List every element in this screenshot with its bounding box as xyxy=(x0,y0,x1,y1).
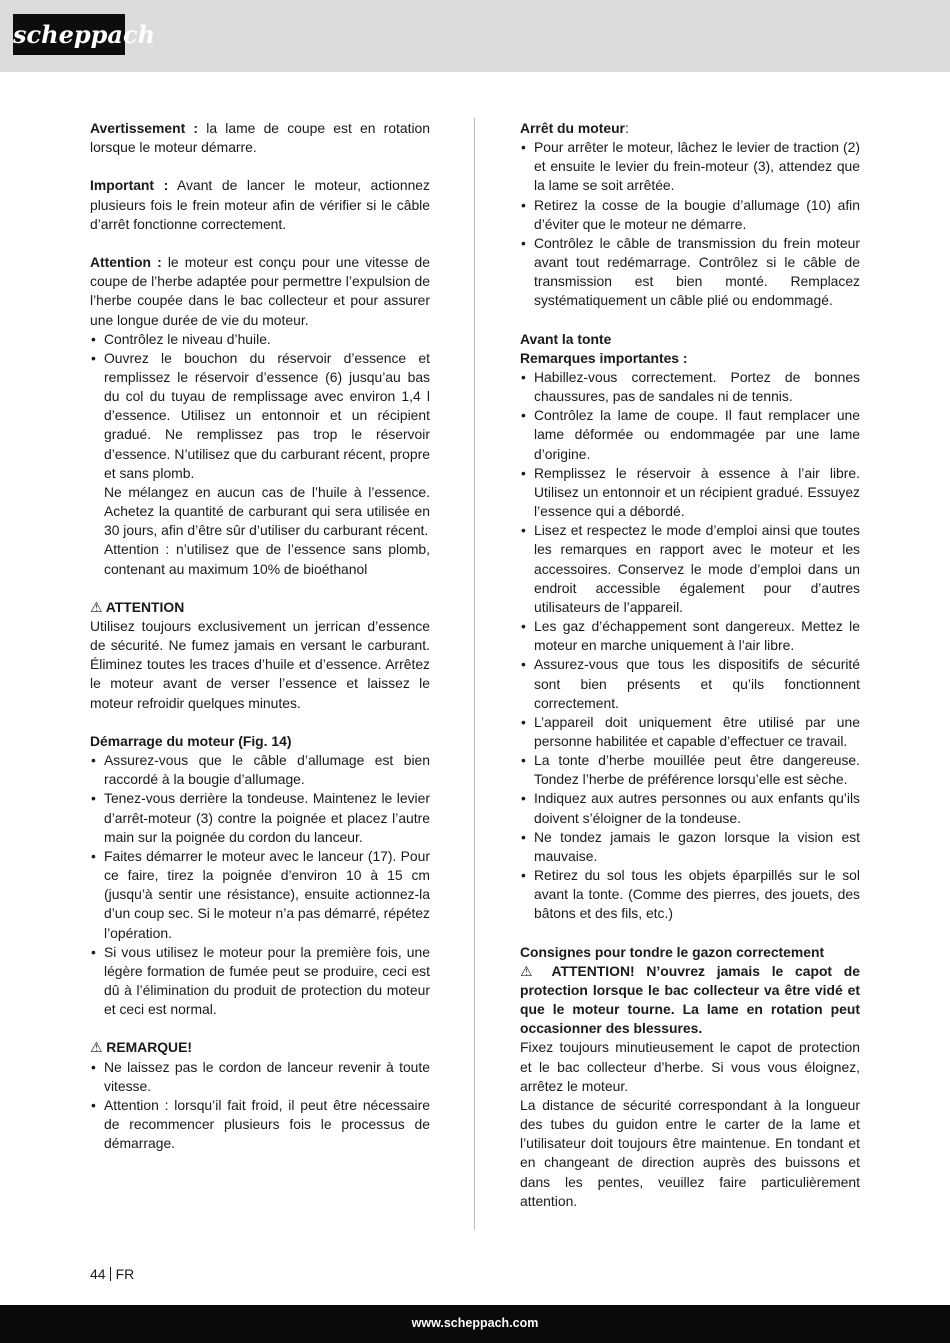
list-item: • Attention : lorsqu’il fait froid, il peut être nécessaire de recommencer plusieurs fois le processus de démarrage. xyxy=(90,1096,430,1153)
list-item: • Ouvrez le bouchon du réservoir d’essence et remplissez le réservoir d’essence (6) jusqu’au bas du col du tuyau de remplissage avec environ 1,4 l d’essence. Utilisez un entonnoir et un récipient gradué. Ne remplissez pas trop le réservoir d’essence. N’utilisez que du carburant récent, propre et sans plomb. xyxy=(90,349,430,483)
list-item: • Pour arrêter le moteur, lâchez le levier de traction (2) et ensuite le levier du frein-moteur (3), attendez que la lame se soit arrêtée. xyxy=(520,138,860,195)
remark-heading-text: ⚠ REMARQUE! xyxy=(90,1039,192,1056)
section-heading xyxy=(90,732,430,751)
attention-heading-text: ⚠ ATTENTION xyxy=(90,598,185,615)
list-item: • Retirez du sol tous les objets éparpillés sur le sol avant la tonte. (Comme des pierres, des jouets, des bâtons et des fils, etc.) xyxy=(520,866,860,923)
section-heading xyxy=(520,119,860,138)
list-item: • Ne tondez jamais le gazon lorsque la vision est mauvaise. xyxy=(520,828,860,866)
language-code: FR xyxy=(115,1266,135,1282)
important-paragraph xyxy=(90,176,430,233)
list-item: • La tonte d’herbe mouillée peut être dangereuse. Tondez l’herbe de préférence lorsqu’elle est sèche. xyxy=(520,751,860,789)
attention-label: Attention : xyxy=(90,254,162,271)
warning-label: Avertissement : xyxy=(90,120,199,136)
stop-heading-colon: : xyxy=(624,120,629,136)
stop-heading: Arrêt du moteur xyxy=(520,120,625,136)
mow-paragraph: Fixez toujours minutieusement le capot de protection et le bac collecteur d’herbe. Si vous vous éloignez, arrêtez le moteur. xyxy=(520,1039,860,1094)
attention-list xyxy=(90,330,430,483)
remark-heading xyxy=(90,1038,430,1057)
left-column xyxy=(90,119,430,1153)
before-heading: Avant la tonte xyxy=(520,330,612,347)
list-item: • Retirez la cosse de la bougie d’allumage (10) afin d’éviter que le moteur ne démarre. xyxy=(520,196,860,234)
remark-list xyxy=(90,1058,430,1154)
start-list xyxy=(90,751,430,1019)
attention-heading xyxy=(90,598,430,617)
page-separator xyxy=(110,1267,111,1281)
list-item: • Contrôlez le câble de transmission du frein moteur avant tout redémarrage. Contrôlez si le câble de transmission est bien monté. Remplacez systématiquement un câble plié ou endommagé. xyxy=(520,234,860,311)
mow-warning-text: ⚠ ATTENTION! N’ouvrez jamais le capot de protection lorsque le bac collecteur va être vidé et que le moteur tourne. La lame en rotation peut occasionner des blessures. xyxy=(520,962,860,1037)
mow-heading: Consignes pour tondre le gazon correctement xyxy=(520,943,825,960)
list-item: • L’appareil doit uniquement être utilisé par une personne habilitée et capable d’effectuer ce travail. xyxy=(520,713,860,751)
mow-paragraph: La distance de sécurité correspondant à la longueur des tubes du guidon entre le carter de la lame et l’utilisateur doit toujours être maintenue. En tondant et en changeant de direction auprès des buissons et dans les pentes, veuillez faire particulièrement attention. xyxy=(520,1096,860,1209)
section-heading xyxy=(520,943,860,962)
list-item: • Les gaz d’échappement sont dangereux. Mettez le moteur en marche uniquement à l’air libre. xyxy=(520,617,860,655)
right-column xyxy=(520,119,860,1211)
list-subparagraph: Attention : n’utilisez que de l’essence sans plomb, contenant au maximum 10% de bioéthanol xyxy=(104,541,430,577)
important-label: Important : xyxy=(90,177,169,194)
brand-logo: scheppach xyxy=(13,14,125,55)
list-subparagraph: Ne mélangez en aucun cas de l’huile à l’essence. Achetez la quantité de carburant qui sera utilisée en 30 jours, afin d’être sûr d’utiliser du carburant récent. xyxy=(104,483,430,539)
important-text: Avant de lancer le moteur, actionnez plusieurs fois le frein moteur afin de vérifier si le câble d’arrêt fonctionne correctement. xyxy=(90,177,430,232)
website-link[interactable]: www.scheppach.com xyxy=(411,1316,539,1330)
start-heading: Démarrage du moteur (Fig. 14) xyxy=(90,732,292,749)
before-list xyxy=(520,368,860,924)
page-number-value: 44 xyxy=(90,1266,106,1282)
mow-warning xyxy=(520,962,860,1039)
remarks-heading: Remarques importantes : xyxy=(520,349,688,366)
list-item: • Tenez-vous derrière la tondeuse. Maintenez le levier d’arrêt-moteur (3) contre la poignée et placez l’autre main sur la poignée du cordon du lanceur. xyxy=(90,789,430,846)
list-item: • Faites démarrer le moteur avec le lanceur (17). Pour ce faire, tirez la poignée d’environ 10 à 15 cm (jusqu’à sentir une résistance), ensuite actionnez-la d’un coup sec. Si le moteur n’a pas démarré, répétez l’opération. xyxy=(90,847,430,943)
list-item: • Remplissez le réservoir à essence à l’air libre. Utilisez un entonnoir et un récipient gradué. Essuyez l’essence qui a débordé. xyxy=(520,464,860,521)
list-item: • Si vous utilisez le moteur pour la première fois, une légère formation de fumée peut se produire, ceci est dû à l’élimination du produit de protection du moteur et ceci est normal. xyxy=(90,943,430,1020)
page-number xyxy=(90,1265,134,1283)
attention-paragraph xyxy=(90,253,430,330)
attention-text: le moteur est conçu pour une vitesse de coupe de l’herbe adaptée pour permettre l’expulsion de l’herbe coupée dans le bac collecteur et pour assurer une longue durée de vie du moteur. xyxy=(90,254,430,328)
list-item: • Habillez-vous correctement. Portez de bonnes chaussures, pas de sandales ni de tennis. xyxy=(520,368,860,406)
stop-list xyxy=(520,138,860,310)
column-divider xyxy=(474,118,475,1230)
warning-text: la lame de coupe est en rotation lorsque le moteur démarre. xyxy=(90,120,430,156)
list-item: • Assurez-vous que tous les dispositifs de sécurité sont bien présents et qu’ils fonctionnent correctement. xyxy=(520,655,860,712)
warning-paragraph xyxy=(90,119,430,157)
list-item: • Contrôlez la lame de coupe. Il faut remplacer une lame déformée ou endommagée par une lame d’origine. xyxy=(520,406,860,463)
list-item: • Contrôlez le niveau d’huile. xyxy=(90,330,430,349)
section-heading xyxy=(520,330,860,349)
list-item: • Assurez-vous que le câble d’allumage est bien raccordé à la bougie d’allumage. xyxy=(90,751,430,789)
list-item: • Lisez et respectez le mode d’emploi ainsi que toutes les remarques en rapport avec le moteur et les accessoires. Conservez le mode d’emploi dans un endroit accessible également pour d’autres utilisateurs de l’appareil. xyxy=(520,521,860,617)
section-subheading xyxy=(520,349,860,368)
list-item: • Ne laissez pas le cordon de lanceur revenir à toute vitesse. xyxy=(90,1058,430,1096)
list-item: • Indiquez aux autres personnes ou aux enfants qu’ils doivent s’éloigner de la tondeuse. xyxy=(520,789,860,827)
attention-body: Utilisez toujours exclusivement un jerrican d’essence de sécurité. Ne fumez jamais en versant le carburant. Éliminez toutes les traces d’huile et d’essence. Arrêtez le moteur avant de verser l’essence et laissez le moteur refroidir quelques minutes. xyxy=(90,618,430,711)
